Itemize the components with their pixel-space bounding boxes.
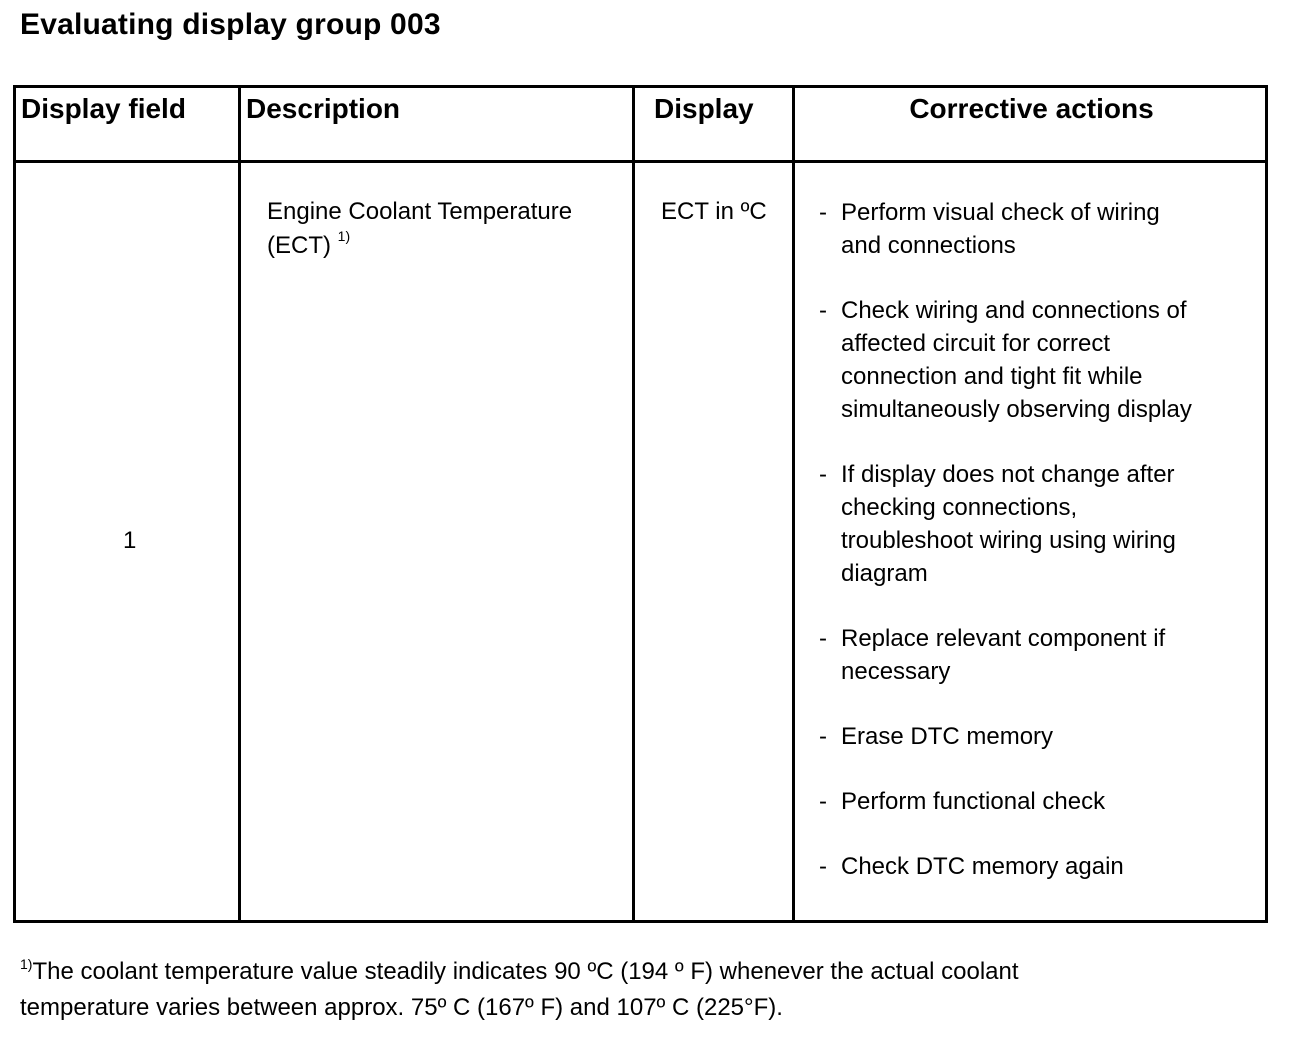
footnote-marker: 1) [20,956,33,972]
column-divider [238,88,241,920]
column-divider [792,88,795,920]
description-line-2 [267,229,572,265]
list-item: - Check DTC memory again [819,853,1124,880]
cell-display-field: 1 [123,527,137,554]
header-divider [16,160,1265,163]
list-item: - Check wiring and connections of affected circuit for correct connection and tight fit while simultaneously observing display [819,297,1192,423]
description-line-1: Engine Coolant Temperature [267,198,573,225]
header-display: Display [654,93,754,124]
footnote-line-2: temperature varies between approx. 75º C (167º F) and 107º C (225°F). [20,994,783,1021]
description-text: (ECT) [267,232,331,259]
header-corrective-actions: Corrective actions [909,93,1154,124]
list-item: - Perform visual check of wiring and connections [819,199,1160,259]
cell-display: ECT in ºC [661,198,767,225]
footnote-line-1: $^{1)}$The coolant temperature value steadily indicates 90 ºC (194 º F) whenever the actual coolant [20,956,1019,985]
list-item: - Replace relevant component if necessary [819,625,1166,685]
page-title: Evaluating display group 003 [20,8,441,41]
header-display-field: Display field [21,93,186,124]
footnote-reference: 1) [337,228,351,244]
list-item: - If display does not change after checking connections, troubleshoot wiring using wiring diagram [819,461,1176,587]
cell-description [267,195,572,265]
list-item: - Erase DTC memory [819,723,1054,750]
list-item: - Perform functional check [819,788,1106,815]
header-description: Description [246,93,401,124]
footnote [20,955,1019,1024]
display-group-table [13,85,1268,923]
corrective-actions-list [819,196,1192,915]
column-divider [632,88,635,920]
